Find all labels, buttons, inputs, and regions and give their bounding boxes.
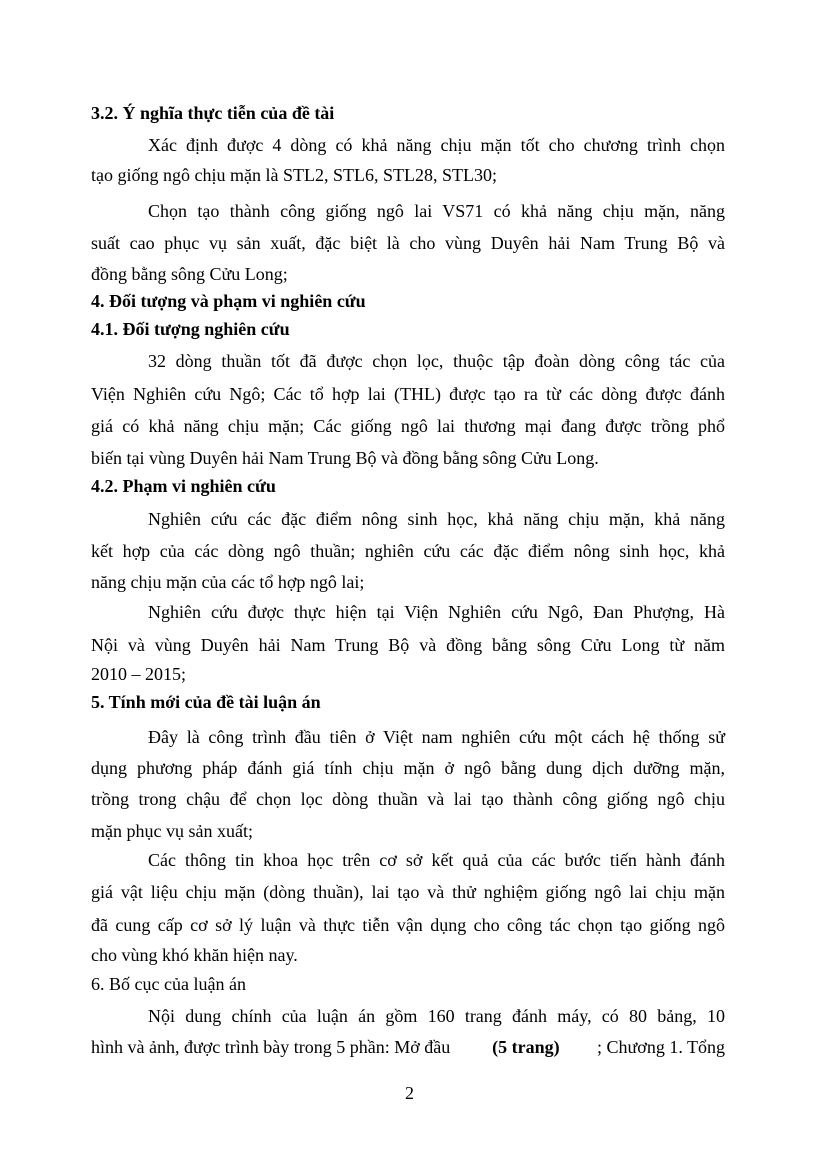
heading-4: 4. Đối tượng và phạm vi nghiên cứu <box>91 291 366 311</box>
text-run: ; Chương 1. Tổng <box>597 1037 725 1057</box>
paragraph-line: Viện Nghiên cứu Ngô; Các tổ hợp lai (THL) được tạo ra từ các dòng được đánh <box>91 384 725 404</box>
paragraph-line: biến tại vùng Duyên hải Nam Trung Bộ và đồng bằng sông Cửu Long. <box>91 448 599 468</box>
paragraph-line: Nội dung chính của luận án gồm 160 trang đánh máy, có 80 bảng, 10 <box>148 1006 725 1026</box>
paragraph-line: trồng trong chậu để chọn lọc dòng thuần và lai tạo thành công giống ngô chịu <box>91 789 725 809</box>
paragraph-line: Đây là công trình đầu tiên ở Việt nam nghiên cứu một cách hệ thống sử <box>148 727 725 747</box>
text-run: hình và ảnh, được trình bày trong 5 phần: Mở đầu <box>91 1037 455 1057</box>
paragraph-line: dụng phương pháp đánh giá tính chịu mặn ở ngô bằng dung dịch dưỡng mặn, <box>91 758 725 778</box>
paragraph-line: năng chịu mặn của các tổ hợp ngô lai; <box>91 572 365 592</box>
heading-3-2: 3.2. Ý nghĩa thực tiễn của đề tài <box>91 103 335 123</box>
heading-4-2: 4.2. Phạm vi nghiên cứu <box>91 476 276 496</box>
paragraph-line: Nội và vùng Duyên hải Nam Trung Bộ và đồng bằng sông Cửu Long từ năm <box>91 635 725 655</box>
heading-4-1: 4.1. Đối tượng nghiên cứu <box>91 319 290 339</box>
paragraph-line: giá có khả năng chịu mặn; Các giống ngô lai thương mại đang được trồng phổ <box>91 416 725 436</box>
paragraph-line: 2010 – 2015; <box>91 664 187 684</box>
paragraph-line: 32 dòng thuần tốt đã được chọn lọc, thuộc tập đoàn dòng công tác của <box>148 351 725 371</box>
heading-6: 6. Bố cục của luận án <box>91 974 246 994</box>
heading-5: 5. Tính mới của đề tài luận án <box>91 692 321 712</box>
text-run-bold: (5 trang) <box>492 1037 560 1057</box>
paragraph-line: suất cao phục vụ sản xuất, đặc biệt là cho vùng Duyên hải Nam Trung Bộ và <box>91 233 725 253</box>
paragraph-line: Nghiên cứu được thực hiện tại Viện Nghiên cứu Ngô, Đan Phượng, Hà <box>148 602 725 622</box>
paragraph-line: Xác định được 4 dòng có khả năng chịu mặn tốt cho chương trình chọn <box>148 135 725 155</box>
paragraph-line: Nghiên cứu các đặc điểm nông sinh học, khả năng chịu mặn, khả năng <box>148 509 725 529</box>
paragraph-line-mixed <box>91 1036 725 1058</box>
paragraph-line: kết hợp của các dòng ngô thuần; nghiên cứu các đặc điểm nông sinh học, khả <box>91 541 725 561</box>
paragraph-line: đã cung cấp cơ sở lý luận và thực tiễn vận dụng cho công tác chọn tạo giống ngô <box>91 915 725 935</box>
paragraph-line: giá vật liệu chịu mặn (dòng thuần), lai tạo và thử nghiệm giống ngô lai chịu mặn <box>91 882 725 902</box>
paragraph-line: Các thông tin khoa học trên cơ sở kết quả của các bước tiến hành đánh <box>148 850 725 870</box>
paragraph-line: mặn phục vụ sản xuất; <box>91 821 253 841</box>
paragraph-line: Chọn tạo thành công giống ngô lai VS71 có khả năng chịu mặn, năng <box>148 201 725 221</box>
paragraph-line: tạo giống ngô chịu mặn là STL2, STL6, STL28, STL30; <box>91 165 497 185</box>
paragraph-line: đồng bằng sông Cửu Long; <box>91 264 288 284</box>
paragraph-line: cho vùng khó khăn hiện nay. <box>91 945 298 965</box>
page-number: 2 <box>405 1083 414 1103</box>
